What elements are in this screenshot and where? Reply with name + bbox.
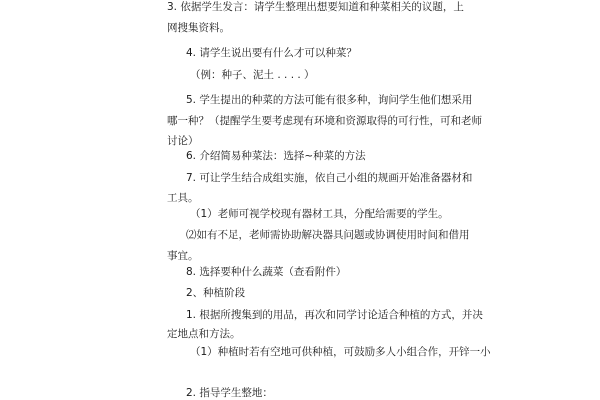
line-step4: 4. 请学生说出要有什么才可以种菜？ — [186, 47, 357, 59]
line-step7-first: 7. 可让学生结合成组实施，依自己小组的规画开始准备器材和 — [186, 172, 473, 184]
line-step7-sub2-first: ⑵如有不足，老师需协助解决器具问题或协调使用时间和借用 — [186, 229, 470, 241]
line-plant-step1-sub1: （1）种植时若有空地可供种植，可鼓励多人小组合作，开锌一小 — [190, 346, 491, 358]
line-step3-first: 3. 依据学生发言：请学生整理出想要知道和种菜相关的议题，上 — [167, 1, 464, 13]
line-step5-cont2: 讨论） — [167, 135, 199, 147]
line-plant-step2: 2. 指导学生整地： — [186, 387, 273, 399]
line-step7-sub2-cont: 事宜。 — [167, 250, 199, 262]
line-step4-example: （例：种子、泥土 . . . . ） — [190, 69, 315, 81]
line-step7-sub1: （1）老师可视学校现有器材工具，分配给需要的学生。 — [190, 208, 449, 220]
line-step3-cont: 网搜集资料。 — [167, 22, 230, 34]
line-plant-step1-first: 1. 根据所搜集到的用品，再次和同学讨论适合种植的方式，并决 — [186, 309, 483, 321]
line-step7-cont: 工具。 — [167, 192, 199, 204]
line-plant-step1-cont: 定地点和方法。 — [167, 328, 241, 340]
line-step5-cont1: 哪一种？（提醒学生要考虑现有环境和资源取得的可行性，可和老师 — [167, 115, 482, 127]
line-step6: 6. 介绍简易种菜法：选择~种菜的方法 — [186, 150, 366, 162]
line-step5-first: 5. 学生提出的种菜的方法可能有很多种，询问学生他们想采用 — [186, 94, 473, 106]
line-section-planting: 2、种植阶段 — [186, 287, 246, 299]
line-step8: 8. 选择要种什么蔬菜（查看附件） — [186, 266, 347, 278]
